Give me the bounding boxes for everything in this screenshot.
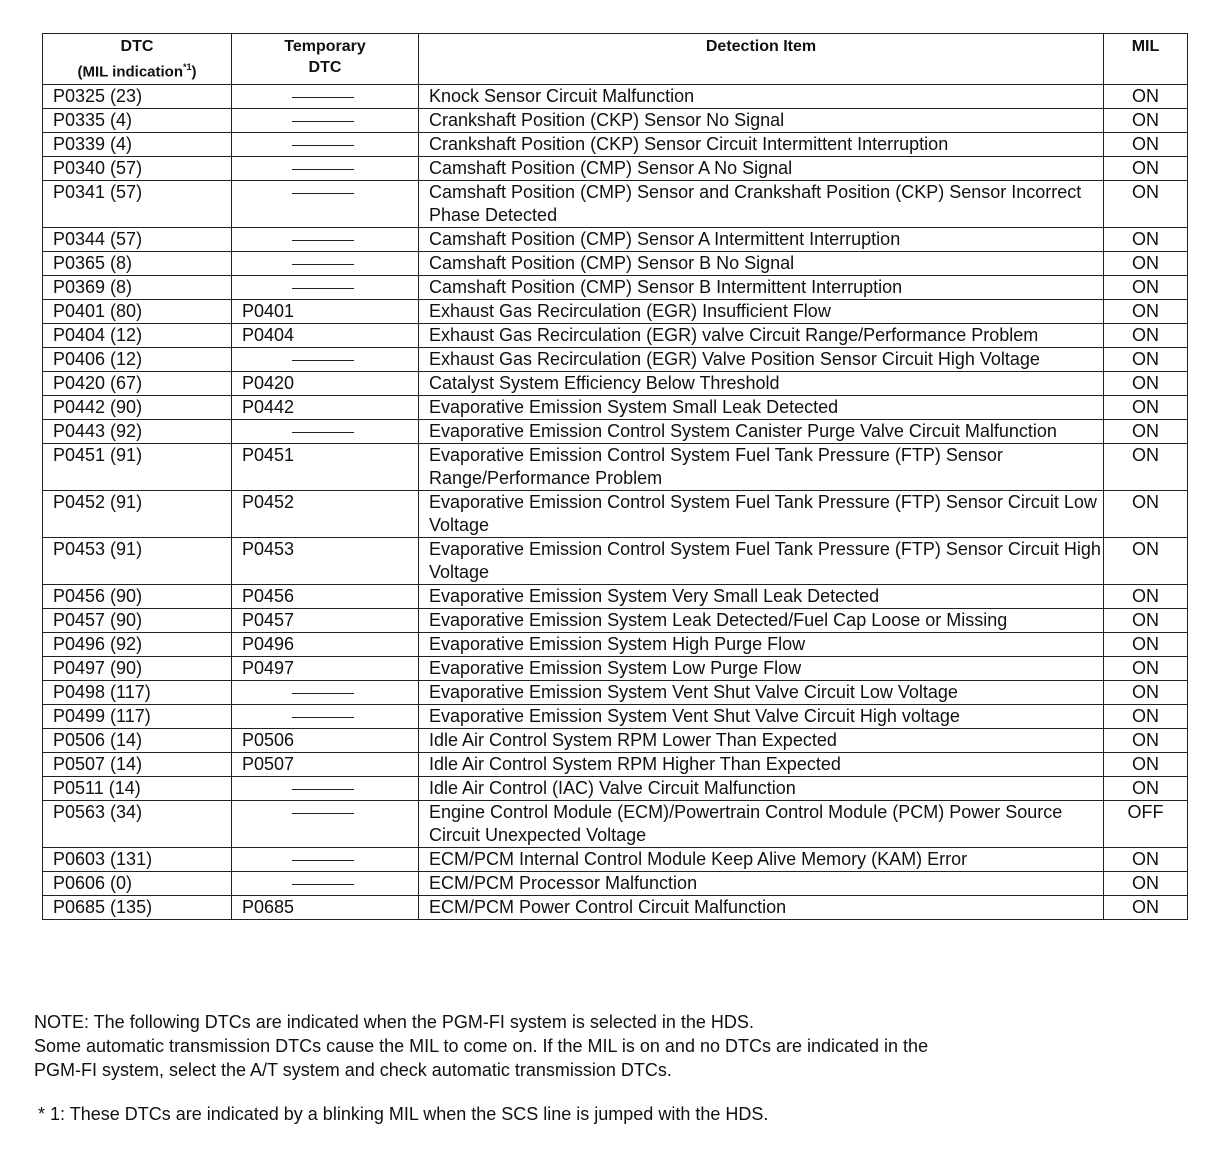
note-line-2: Some automatic transmission DTCs cause the MIL to come on. If the MIL is on and no DTCs are indicated in the	[34, 1036, 929, 1056]
cell-temporary-dtc: P0497	[232, 657, 419, 681]
cell-dtc: P0497 (90)	[43, 657, 232, 681]
cell-dtc: P0457 (90)	[43, 609, 232, 633]
table-row	[43, 872, 1188, 896]
no-temporary-dtc-dash	[292, 360, 354, 361]
note-line-1: NOTE: The following DTCs are indicated when the PGM-FI system is selected in the HDS.	[34, 1012, 754, 1032]
cell-detection-item: Engine Control Module (ECM)/Powertrain Control Module (PCM) Power Source Circuit Unexpected Voltage	[419, 801, 1104, 848]
cell-dtc: P0420 (67)	[43, 372, 232, 396]
no-temporary-dtc-dash	[292, 860, 354, 861]
cell-detection-item: Crankshaft Position (CKP) Sensor No Signal	[419, 109, 1104, 133]
cell-detection-item: Camshaft Position (CMP) Sensor A Intermittent Interruption	[419, 228, 1104, 252]
no-temporary-dtc-dash	[292, 884, 354, 885]
cell-dtc: P0442 (90)	[43, 396, 232, 420]
cell-mil: ON	[1104, 491, 1188, 538]
no-temporary-dtc-dash	[292, 264, 354, 265]
cell-mil: ON	[1104, 444, 1188, 491]
cell-mil: ON	[1104, 372, 1188, 396]
cell-detection-item: Evaporative Emission Control System Fuel Tank Pressure (FTP) Sensor Circuit Low Voltage	[419, 491, 1104, 538]
cell-dtc: P0511 (14)	[43, 777, 232, 801]
cell-mil: ON	[1104, 396, 1188, 420]
cell-mil: ON	[1104, 133, 1188, 157]
table-row	[43, 157, 1188, 181]
cell-mil: ON	[1104, 681, 1188, 705]
cell-temporary-dtc	[232, 133, 419, 157]
cell-detection-item: ECM/PCM Power Control Circuit Malfunction	[419, 896, 1104, 920]
cell-mil: ON	[1104, 538, 1188, 585]
cell-temporary-dtc: P0452	[232, 491, 419, 538]
cell-mil: ON	[1104, 705, 1188, 729]
header-dtc	[43, 34, 232, 85]
table-row	[43, 585, 1188, 609]
cell-temporary-dtc: P0404	[232, 324, 419, 348]
cell-mil: ON	[1104, 729, 1188, 753]
cell-dtc: P0365 (8)	[43, 252, 232, 276]
cell-detection-item: Evaporative Emission System Vent Shut Valve Circuit Low Voltage	[419, 681, 1104, 705]
cell-detection-item: Catalyst System Efficiency Below Threshold	[419, 372, 1104, 396]
table-row	[43, 705, 1188, 729]
notes	[34, 1010, 1184, 1082]
cell-dtc: P0340 (57)	[43, 157, 232, 181]
cell-dtc: P0456 (90)	[43, 585, 232, 609]
header-mil: MIL	[1104, 34, 1188, 85]
no-temporary-dtc-dash	[292, 121, 354, 122]
cell-detection-item: Exhaust Gas Recirculation (EGR) Valve Position Sensor Circuit High Voltage	[419, 348, 1104, 372]
cell-detection-item: ECM/PCM Internal Control Module Keep Alive Memory (KAM) Error	[419, 848, 1104, 872]
no-temporary-dtc-dash	[292, 193, 354, 194]
cell-detection-item: Idle Air Control System RPM Higher Than Expected	[419, 753, 1104, 777]
header-temp-line1: Temporary	[284, 38, 366, 55]
no-temporary-dtc-dash	[292, 288, 354, 289]
header-temp-line2: DTC	[308, 59, 342, 76]
cell-mil: OFF	[1104, 801, 1188, 848]
cell-dtc: P0603 (131)	[43, 848, 232, 872]
cell-dtc: P0496 (92)	[43, 633, 232, 657]
table-row	[43, 85, 1188, 109]
cell-mil: ON	[1104, 896, 1188, 920]
cell-dtc: P0685 (135)	[43, 896, 232, 920]
cell-detection-item: Crankshaft Position (CKP) Sensor Circuit Intermittent Interruption	[419, 133, 1104, 157]
cell-temporary-dtc	[232, 848, 419, 872]
no-temporary-dtc-dash	[292, 169, 354, 170]
cell-temporary-dtc: P0457	[232, 609, 419, 633]
cell-dtc: P0506 (14)	[43, 729, 232, 753]
cell-temporary-dtc	[232, 85, 419, 109]
footnote: * 1: These DTCs are indicated by a blinking MIL when the SCS line is jumped with the HDS.	[38, 1104, 769, 1124]
note-line-3: PGM-FI system, select the A/T system and check automatic transmission DTCs.	[34, 1060, 672, 1080]
cell-mil: ON	[1104, 633, 1188, 657]
cell-detection-item: Evaporative Emission Control System Fuel Tank Pressure (FTP) Sensor Range/Performance Problem	[419, 444, 1104, 491]
table-row	[43, 491, 1188, 538]
table-row	[43, 348, 1188, 372]
cell-mil: ON	[1104, 872, 1188, 896]
header-temporary-dtc	[232, 34, 419, 85]
cell-mil: ON	[1104, 609, 1188, 633]
table-row	[43, 300, 1188, 324]
cell-dtc: P0344 (57)	[43, 228, 232, 252]
table-row	[43, 681, 1188, 705]
cell-temporary-dtc	[232, 228, 419, 252]
table-row	[43, 801, 1188, 848]
cell-mil: ON	[1104, 228, 1188, 252]
cell-temporary-dtc: P0685	[232, 896, 419, 920]
cell-dtc: P0401 (80)	[43, 300, 232, 324]
table-header-row	[43, 34, 1188, 85]
cell-detection-item: Camshaft Position (CMP) Sensor B Intermittent Interruption	[419, 276, 1104, 300]
cell-mil: ON	[1104, 753, 1188, 777]
cell-temporary-dtc: P0451	[232, 444, 419, 491]
cell-detection-item: Idle Air Control (IAC) Valve Circuit Malfunction	[419, 777, 1104, 801]
cell-temporary-dtc	[232, 276, 419, 300]
cell-mil: ON	[1104, 777, 1188, 801]
cell-dtc: P0499 (117)	[43, 705, 232, 729]
cell-mil: ON	[1104, 420, 1188, 444]
table-row	[43, 252, 1188, 276]
cell-dtc: P0325 (23)	[43, 85, 232, 109]
header-dtc-label: DTC	[120, 38, 154, 55]
cell-mil: ON	[1104, 276, 1188, 300]
cell-detection-item: Camshaft Position (CMP) Sensor and Crankshaft Position (CKP) Sensor Incorrect Phase Detected	[419, 181, 1104, 228]
cell-temporary-dtc	[232, 109, 419, 133]
cell-detection-item: Idle Air Control System RPM Lower Than Expected	[419, 729, 1104, 753]
table-row	[43, 729, 1188, 753]
cell-dtc: P0443 (92)	[43, 420, 232, 444]
header-dtc-footnote-mark: *1	[183, 62, 192, 72]
no-temporary-dtc-dash	[292, 240, 354, 241]
cell-temporary-dtc: P0453	[232, 538, 419, 585]
no-temporary-dtc-dash	[292, 145, 354, 146]
cell-temporary-dtc	[232, 157, 419, 181]
dtc-table	[42, 33, 1188, 920]
cell-detection-item: Evaporative Emission System Leak Detected/Fuel Cap Loose or Missing	[419, 609, 1104, 633]
table-row	[43, 777, 1188, 801]
cell-dtc: P0406 (12)	[43, 348, 232, 372]
cell-dtc: P0341 (57)	[43, 181, 232, 228]
cell-mil: ON	[1104, 181, 1188, 228]
table-row	[43, 753, 1188, 777]
cell-detection-item: ECM/PCM Processor Malfunction	[419, 872, 1104, 896]
table-row	[43, 848, 1188, 872]
no-temporary-dtc-dash	[292, 432, 354, 433]
cell-temporary-dtc	[232, 777, 419, 801]
cell-temporary-dtc	[232, 872, 419, 896]
cell-temporary-dtc: P0506	[232, 729, 419, 753]
cell-temporary-dtc	[232, 252, 419, 276]
table-row	[43, 657, 1188, 681]
cell-temporary-dtc	[232, 705, 419, 729]
table-row	[43, 276, 1188, 300]
cell-temporary-dtc	[232, 348, 419, 372]
table-row	[43, 372, 1188, 396]
cell-dtc: P0452 (91)	[43, 491, 232, 538]
cell-detection-item: Evaporative Emission System Low Purge Flow	[419, 657, 1104, 681]
table-row	[43, 181, 1188, 228]
table-body	[43, 85, 1188, 920]
cell-mil: ON	[1104, 585, 1188, 609]
cell-mil: ON	[1104, 85, 1188, 109]
cell-mil: ON	[1104, 109, 1188, 133]
cell-mil: ON	[1104, 348, 1188, 372]
cell-dtc: P0563 (34)	[43, 801, 232, 848]
no-temporary-dtc-dash	[292, 97, 354, 98]
cell-mil: ON	[1104, 848, 1188, 872]
no-temporary-dtc-dash	[292, 813, 354, 814]
cell-dtc: P0498 (117)	[43, 681, 232, 705]
cell-detection-item: Evaporative Emission Control System Fuel Tank Pressure (FTP) Sensor Circuit High Voltage	[419, 538, 1104, 585]
cell-detection-item: Evaporative Emission System Very Small Leak Detected	[419, 585, 1104, 609]
cell-temporary-dtc	[232, 681, 419, 705]
cell-dtc: P0339 (4)	[43, 133, 232, 157]
header-dtc-close: )	[191, 63, 197, 81]
cell-dtc: P0369 (8)	[43, 276, 232, 300]
cell-detection-item: Evaporative Emission Control System Canister Purge Valve Circuit Malfunction	[419, 420, 1104, 444]
cell-detection-item: Exhaust Gas Recirculation (EGR) Insufficient Flow	[419, 300, 1104, 324]
no-temporary-dtc-dash	[292, 693, 354, 694]
table-row	[43, 396, 1188, 420]
cell-temporary-dtc: P0456	[232, 585, 419, 609]
cell-detection-item: Evaporative Emission System Vent Shut Valve Circuit High voltage	[419, 705, 1104, 729]
cell-mil: ON	[1104, 324, 1188, 348]
cell-dtc: P0606 (0)	[43, 872, 232, 896]
cell-mil: ON	[1104, 157, 1188, 181]
cell-detection-item: Exhaust Gas Recirculation (EGR) valve Circuit Range/Performance Problem	[419, 324, 1104, 348]
cell-detection-item: Evaporative Emission System Small Leak Detected	[419, 396, 1104, 420]
table-row	[43, 420, 1188, 444]
table-row	[43, 896, 1188, 920]
table-row	[43, 109, 1188, 133]
cell-temporary-dtc: P0496	[232, 633, 419, 657]
cell-temporary-dtc: P0507	[232, 753, 419, 777]
header-dtc-sub: (MIL indication	[77, 63, 184, 81]
cell-temporary-dtc: P0401	[232, 300, 419, 324]
table-row	[43, 538, 1188, 585]
cell-mil: ON	[1104, 300, 1188, 324]
cell-detection-item: Knock Sensor Circuit Malfunction	[419, 85, 1104, 109]
no-temporary-dtc-dash	[292, 717, 354, 718]
cell-detection-item: Evaporative Emission System High Purge Flow	[419, 633, 1104, 657]
table-row	[43, 633, 1188, 657]
header-detection-item: Detection Item	[419, 34, 1104, 85]
table-row	[43, 324, 1188, 348]
cell-detection-item: Camshaft Position (CMP) Sensor B No Signal	[419, 252, 1104, 276]
cell-dtc: P0507 (14)	[43, 753, 232, 777]
no-temporary-dtc-dash	[292, 789, 354, 790]
cell-temporary-dtc	[232, 801, 419, 848]
table-row	[43, 228, 1188, 252]
cell-dtc: P0451 (91)	[43, 444, 232, 491]
cell-temporary-dtc: P0442	[232, 396, 419, 420]
cell-mil: ON	[1104, 657, 1188, 681]
table-row	[43, 133, 1188, 157]
cell-temporary-dtc	[232, 420, 419, 444]
table-row	[43, 609, 1188, 633]
cell-dtc: P0404 (12)	[43, 324, 232, 348]
cell-dtc: P0453 (91)	[43, 538, 232, 585]
cell-mil: ON	[1104, 252, 1188, 276]
cell-temporary-dtc	[232, 181, 419, 228]
cell-detection-item: Camshaft Position (CMP) Sensor A No Signal	[419, 157, 1104, 181]
cell-temporary-dtc: P0420	[232, 372, 419, 396]
cell-dtc: P0335 (4)	[43, 109, 232, 133]
table-row	[43, 444, 1188, 491]
